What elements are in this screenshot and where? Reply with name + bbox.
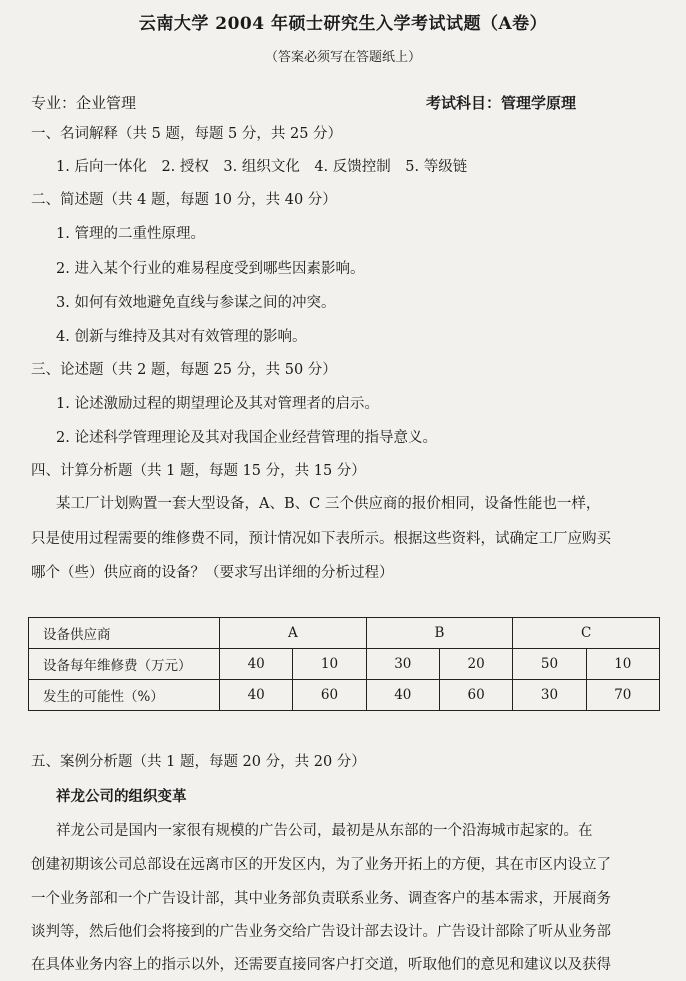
section1-heading: 一、名词解释（共 5 题，每题 5 分，共 25 分） [31, 126, 343, 142]
section2-item: 1. 管理的二重性原理。 [56, 226, 205, 242]
case-paragraph-line: 在具体业务内容上的指示以外，还需要直接同客户打交道，听取他们的意见和建议以及获得 [31, 957, 611, 973]
section3-heading: 三、论述题（共 2 题，每题 25 分，共 50 分） [31, 362, 337, 378]
table-cell: 10 [293, 649, 366, 680]
table-cell: 30 [513, 680, 586, 711]
section2-heading: 二、简述题（共 4 题，每题 10 分，共 40 分） [31, 192, 337, 208]
table-cell: 60 [439, 680, 512, 711]
section4-paragraph-line: 只是使用过程需要的维修费不同，预计情况如下表所示。根据这些资料，试确定工厂应购买 [31, 531, 611, 547]
section2-item: 2. 进入某个行业的难易程度受到哪些因素影响。 [56, 261, 365, 277]
case-paragraph-line: 谈判等，然后他们会将接到的广告业务交给广告设计部去设计。广告设计部除了听从业务部 [31, 924, 611, 940]
table-cell: 70 [586, 680, 659, 711]
table-row [29, 649, 660, 680]
table-row [29, 680, 660, 711]
major-label: 专业：企业管理 [31, 94, 137, 112]
section3-item: 2. 论述科学管理理论及其对我国企业经营管理的指导意义。 [56, 430, 437, 446]
table-header-cell: 设备供应商 [29, 618, 220, 649]
case-paragraph-line: 创建初期该公司总部设在远离市区的开发区内，为了业务开拓上的方便，其在市区内设立了 [31, 857, 611, 873]
table-cell: 60 [293, 680, 366, 711]
table-cell: 40 [220, 680, 293, 711]
exam-title: 云南大学 2004 年硕士研究生入学考试试题（A卷） [138, 14, 548, 34]
section2-item: 3. 如何有效地避免直线与参谋之间的冲突。 [56, 295, 336, 311]
section1-items: 1. 后向一体化 2. 授权 3. 组织文化 4. 反馈控制 5. 等级链 [56, 159, 468, 175]
table-row-label: 设备每年维修费（万元） [29, 649, 220, 680]
section2-item: 4. 创新与维持及其对有效管理的影响。 [56, 329, 307, 345]
table-header-cell: B [366, 618, 513, 649]
table-cell: 10 [586, 649, 659, 680]
table-cell: 20 [439, 649, 512, 680]
section4-paragraph-line: 某工厂计划购置一套大型设备，A、B、C 三个供应商的报价相同，设备性能也一样， [56, 496, 601, 512]
table-cell: 40 [366, 680, 439, 711]
table-header-cell: A [220, 618, 367, 649]
table-header-cell: C [513, 618, 660, 649]
table-cell: 30 [366, 649, 439, 680]
maintenance-cost-table [28, 617, 660, 711]
section4-heading: 四、计算分析题（共 1 题，每题 15 分，共 15 分） [31, 463, 366, 479]
exam-subtitle: （答案必须写在答题纸上） [264, 50, 421, 65]
section5-heading: 五、案例分析题（共 1 题，每题 20 分，共 20 分） [31, 754, 366, 770]
table-header-row [29, 618, 660, 649]
table-cell: 50 [513, 649, 586, 680]
section4-paragraph-line: 哪个（些）供应商的设备？（要求写出详细的分析过程） [31, 565, 394, 581]
case-paragraph-line: 祥龙公司是国内一家很有规模的广告公司，最初是从东部的一个沿海城市起家的。在 [56, 823, 593, 839]
table-row-label: 发生的可能性（%） [29, 680, 220, 711]
section3-item: 1. 论述激励过程的期望理论及其对管理者的启示。 [56, 396, 379, 412]
case-paragraph-line: 一个业务部和一个广告设计部，其中业务部负责联系业务、调查客户的基本需求，开展商务 [31, 891, 611, 907]
table-cell: 40 [220, 649, 293, 680]
subject-label: 考试科目：管理学原理 [426, 94, 577, 112]
case-title: 祥龙公司的组织变革 [56, 788, 187, 805]
